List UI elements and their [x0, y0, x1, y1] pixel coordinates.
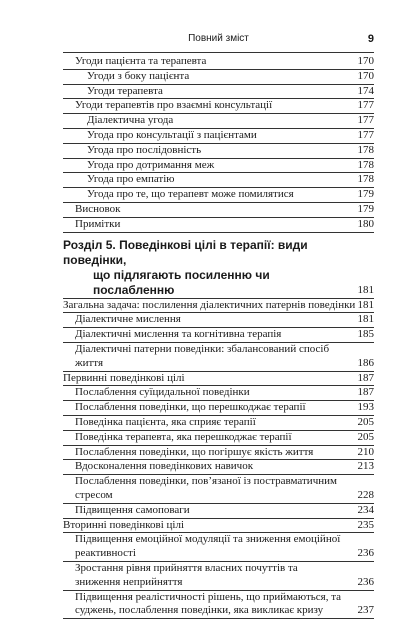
toc-entry [63, 343, 374, 372]
toc-entry-title: Діалектичне мислення [75, 313, 181, 325]
toc-entry [63, 159, 374, 174]
toc-entry [63, 386, 374, 401]
table-of-contents [63, 55, 374, 619]
toc-entry [63, 416, 374, 431]
toc-entry-title: Вдосконалення поведінкових навичок [75, 460, 253, 472]
toc-entry-page: 236 [358, 547, 375, 561]
toc-entry-page: 235 [358, 519, 375, 533]
toc-entry-page: 234 [358, 504, 375, 518]
toc-entry-page: 187 [358, 386, 375, 400]
toc-entry [63, 460, 374, 475]
toc-entry-page: 178 [358, 159, 375, 173]
toc-entry-title: Зростання рівня прийняття власних почуттів та зниження неприйняття [75, 562, 298, 588]
toc-entry [63, 533, 374, 562]
header-rule [63, 52, 374, 53]
toc-entry-title: Поведінка терапевта, яка перешкоджає терапії [75, 431, 292, 443]
toc-entry-title: Висновок [75, 203, 120, 215]
toc-entry-page: 205 [358, 431, 375, 445]
chapter-title-line-1: Розділ 5. Поведінкові цілі в терапії: види поведінки, [63, 238, 346, 268]
chapter-heading [63, 238, 374, 299]
toc-entry [63, 114, 374, 129]
toc-entry [63, 519, 374, 534]
toc-entry [63, 203, 374, 218]
toc-entry-title: Угода про емпатію [87, 173, 175, 185]
toc-entry-title: Угода про послідовність [87, 144, 201, 156]
toc-entry-page: 228 [358, 489, 375, 503]
toc-entry-title: Діалектичні мислення та когнітивна терапія [75, 328, 281, 340]
toc-entry-title: Діалектична угода [87, 114, 173, 126]
toc-entry-title: Підвищення реалістичності рішень, що приймаються, та суджень, послаблення поведінки, яка викликає кризу [75, 591, 341, 617]
toc-entry-title: Послаблення поведінки, пов’язаної із постравматичним стресом [75, 475, 337, 501]
toc-entry-page: 181 [358, 299, 375, 313]
toc-entry-page: 237 [358, 604, 375, 618]
toc-entry-page: 185 [358, 328, 375, 342]
toc-entry-page: 180 [358, 218, 375, 232]
toc-entry-title: Угода про консультації з пацієнтами [87, 129, 257, 141]
toc-entry-page: 187 [358, 372, 375, 386]
toc-entry [63, 475, 374, 504]
toc-entry-page: 177 [358, 114, 375, 128]
toc-entry [63, 504, 374, 519]
toc-entry [63, 401, 374, 416]
toc-entry-title: Первинні поведінкові цілі [63, 372, 185, 384]
toc-entry-page: 178 [358, 144, 375, 158]
toc-entry [63, 431, 374, 446]
toc-entry-title: Вторинні поведінкові цілі [63, 519, 184, 531]
toc-entry [63, 218, 374, 233]
toc-entry-title: Послаблення поведінки, що перешкоджає терапії [75, 401, 306, 413]
toc-section-chapter-5 [63, 299, 374, 619]
toc-entry-title: Підвищення самоповаги [75, 504, 190, 516]
toc-entry [63, 55, 374, 70]
toc-entry [63, 328, 374, 343]
toc-entry [63, 188, 374, 203]
toc-entry-title: Поведінка пацієнта, яка сприяє терапії [75, 416, 256, 428]
toc-entry [63, 562, 374, 591]
running-head [63, 33, 374, 47]
toc-entry-title: Угоди терапевтів про взаємні консультації [75, 99, 272, 111]
toc-entry [63, 299, 374, 314]
running-title: Повний зміст [63, 33, 374, 44]
toc-entry-page: 177 [358, 99, 375, 113]
chapter-page-number: 181 [358, 283, 375, 298]
toc-entry-title: Підвищення емоційної модуляції та зниження емоційної реактивності [75, 533, 340, 559]
toc-entry-page: 170 [358, 55, 375, 69]
toc-section-chapter-4-tail [63, 55, 374, 233]
toc-entry-page: 181 [358, 313, 375, 327]
toc-entry-page: 179 [358, 188, 375, 202]
toc-entry [63, 313, 374, 328]
toc-entry-title: Угоди пацієнта та терапевта [75, 55, 206, 67]
toc-entry [63, 372, 374, 387]
toc-entry [63, 85, 374, 100]
toc-entry-title: Угода про дотримання меж [87, 159, 214, 171]
toc-entry [63, 173, 374, 188]
toc-entry-page: 177 [358, 129, 375, 143]
toc-entry-page: 193 [358, 401, 375, 415]
toc-entry [63, 591, 374, 619]
toc-entry [63, 129, 374, 144]
toc-entry-title: Угоди з боку пацієнта [87, 70, 189, 82]
toc-entry [63, 446, 374, 461]
chapter-title-line-2: що підлягають посиленню чи послабленню [63, 268, 346, 298]
toc-entry-page: 174 [358, 85, 375, 99]
toc-entry [63, 70, 374, 85]
toc-entry-page: 210 [358, 446, 375, 460]
toc-entry [63, 144, 374, 159]
toc-entry-title: Загальна задача: послилення діалектичних патернів поведінки [63, 299, 355, 311]
toc-entry-title: Угода про те, що терапевт може помилятися [87, 188, 294, 200]
toc-entry-page: 186 [358, 357, 375, 371]
toc-entry-title: Угоди терапевта [87, 85, 163, 97]
toc-entry [63, 99, 374, 114]
toc-entry-title: Діалектичні патерни поведінки: збалансований спосіб життя [75, 343, 329, 369]
toc-entry-title: Послаблення суїцидальної поведінки [75, 386, 250, 398]
toc-entry-page: 236 [358, 576, 375, 590]
toc-entry-page: 205 [358, 416, 375, 430]
toc-entry-page: 178 [358, 173, 375, 187]
toc-entry-page: 179 [358, 203, 375, 217]
page-number: 9 [368, 33, 374, 45]
toc-entry-page: 170 [358, 70, 375, 84]
toc-entry-page: 213 [358, 460, 375, 474]
toc-entry-title: Послаблення поведінки, що погіршує якість життя [75, 446, 313, 458]
toc-entry-title: Примітки [75, 218, 120, 230]
